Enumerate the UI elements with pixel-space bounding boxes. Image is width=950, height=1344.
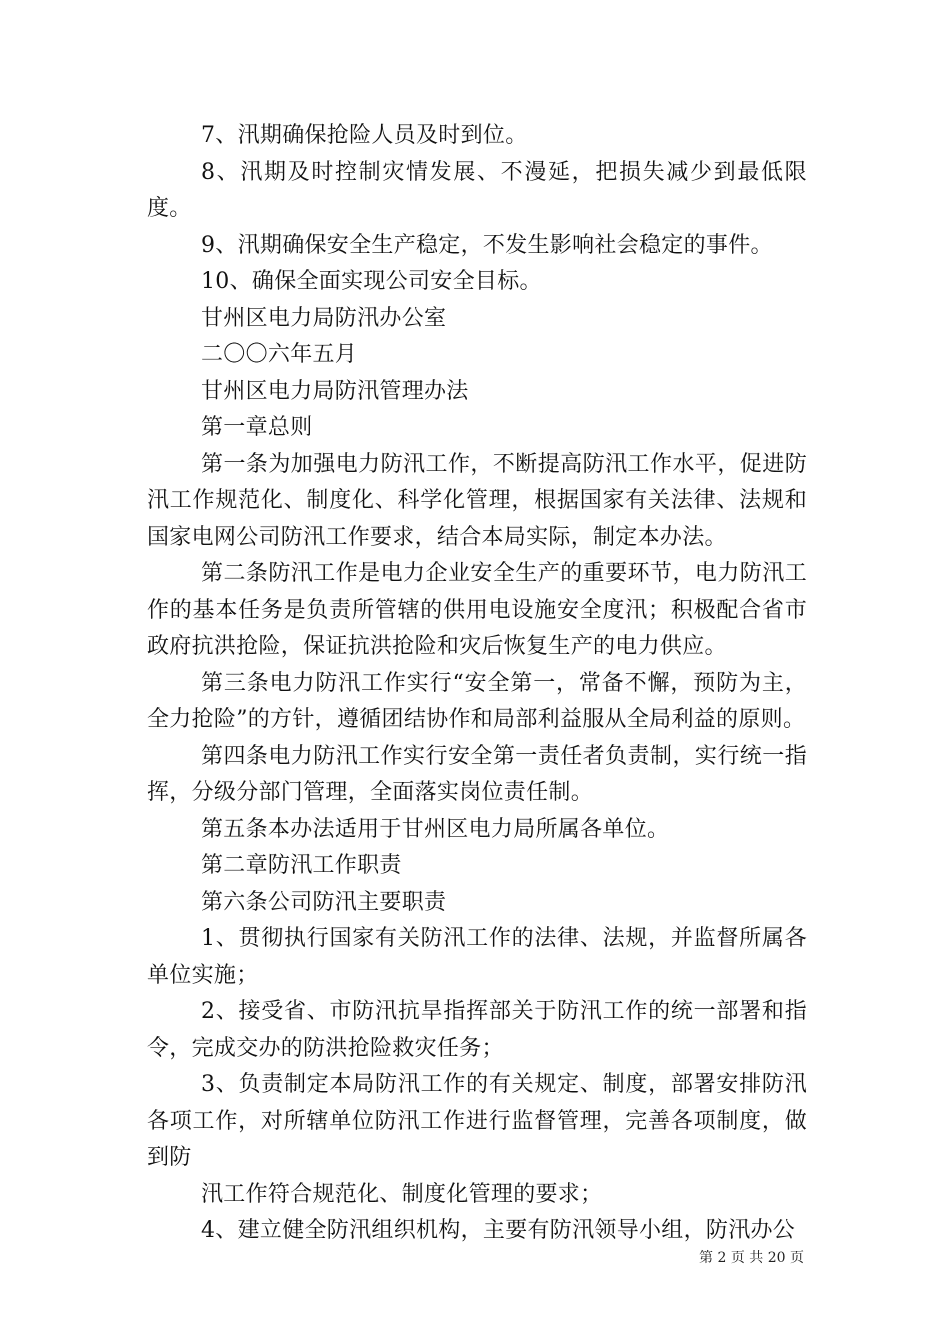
document-body (147, 118, 807, 1250)
article-paragraph: 第一条为加强电力防汛工作，不断提高防汛工作水平，促进防汛工作规范化、制度化、科学化管理，根据国家有关法律、法规和国家电网公司防汛工作要求，结合本局实际，制定本办法。 (147, 451, 807, 550)
article-paragraph: 第四条电力防汛工作实行安全第一责任者负责制，实行统一指挥，分级分部门管理，全面落实岗位责任制。 (147, 743, 807, 805)
list-item: 2、接受省、市防汛抗旱指挥部关于防汛工作的统一部署和指令，完成交办的防洪抢险救灾任务； (147, 999, 807, 1061)
signature-date: 二〇〇六年五月 (201, 342, 358, 367)
document-title: 甘州区电力局防汛管理办法 (201, 378, 469, 404)
paragraph: 9、汛期确保安全生产稳定，不发生影响社会稳定的事件。 (201, 232, 773, 258)
paragraph: 7、汛期确保抢险人员及时到位。 (201, 123, 528, 148)
article-paragraph: 第五条本办法适用于甘州区电力局所属各单位。 (201, 816, 670, 842)
list-item: 1、贯彻执行国家有关防汛工作的法律、法规，并监督所属各单位实施； (147, 926, 807, 988)
paragraph: 10、确保全面实现公司安全目标。 (201, 269, 542, 294)
paragraph: 8、汛期及时控制灾情发展、不漫延，把损失减少到最低限度。 (147, 159, 807, 221)
signature-office: 甘州区电力局防汛办公室 (201, 305, 447, 331)
article-paragraph: 第二条防汛工作是电力企业安全生产的重要环节，电力防汛工作的基本任务是负责所管辖的供用电设施安全度汛；积极配合省市政府抗洪抢险，保证抗洪抢险和灾后恢复生产的电力供应。 (147, 561, 807, 659)
list-item: 3、负责制定本局防汛工作的有关规定、制度，部署安排防汛各项工作，对所辖单位防汛工作进行监督管理，完善各项制度，做到防 (147, 1072, 807, 1170)
list-item: 汛工作符合规范化、制度化管理的要求； (201, 1181, 603, 1207)
chapter-heading: 第一章总则 (201, 415, 313, 440)
article-paragraph: 第三条电力防汛工作实行“安全第一，常备不懈，预防为主，全力抢险”的方针，遵循团结协作和局部利益服从全局利益的原则。 (147, 670, 807, 732)
page-number: 第 2 页 共 20 页 (699, 1250, 804, 1266)
chapter-heading: 第二章防汛工作职责 (201, 853, 402, 878)
list-item: 4、建立健全防汛组织机构，主要有防汛领导小组，防汛办公 (201, 1218, 796, 1243)
article-paragraph: 第六条公司防汛主要职责 (201, 889, 447, 915)
